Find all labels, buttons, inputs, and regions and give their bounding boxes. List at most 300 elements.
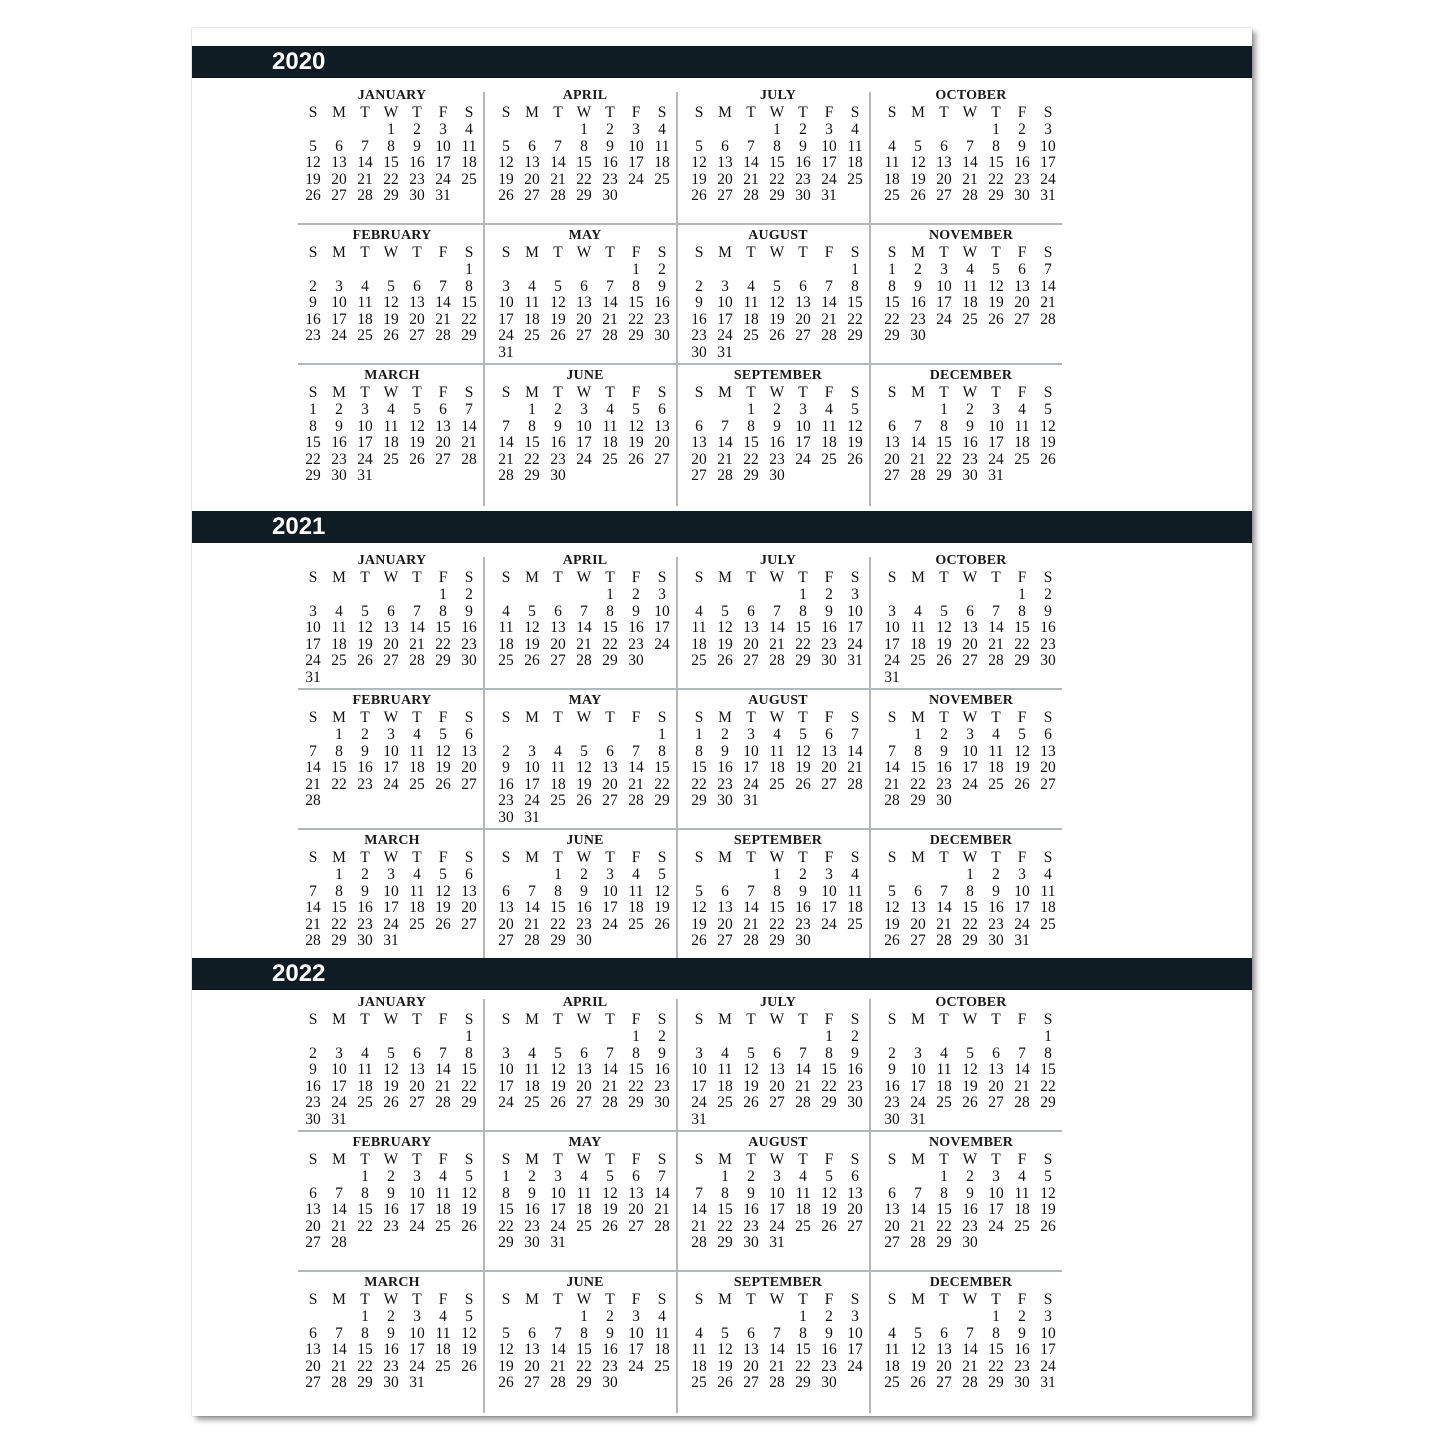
day-number: 18 [847, 154, 863, 172]
day-number: 22 [305, 450, 321, 468]
day-number: 6 [580, 1044, 588, 1062]
day-number: 15 [524, 434, 540, 452]
day-number: 8 [335, 882, 343, 900]
day-number: 23 [357, 775, 373, 793]
day-number: 4 [361, 1044, 369, 1062]
day-number: 21 [305, 775, 321, 793]
day-number: 8 [580, 1324, 588, 1342]
month-name: NOVEMBER [928, 1135, 1014, 1150]
day-number: 19 [628, 434, 644, 452]
day-number: 29 [847, 327, 863, 345]
day-number: 15 [1040, 1061, 1056, 1079]
day-number: 16 [409, 154, 425, 172]
day-number: 16 [847, 1061, 863, 1079]
weekday-label: T [412, 384, 422, 401]
day-number: 8 [309, 417, 317, 435]
day-number: 1 [502, 1168, 510, 1185]
day-number: 14 [576, 619, 592, 637]
day-number: 12 [576, 759, 592, 777]
day-number: 19 [769, 310, 785, 328]
day-number: 20 [1040, 759, 1056, 777]
day-number: 28 [331, 1374, 347, 1392]
day-number: 10 [628, 1324, 644, 1342]
weekday-label: T [360, 569, 370, 586]
weekday-label: W [576, 709, 592, 726]
month-name: SEPTEMBER [733, 833, 823, 848]
day-number: 19 [654, 899, 670, 917]
day-number: 17 [524, 775, 540, 793]
day-number: 8 [632, 1044, 640, 1062]
day-number: 7 [940, 882, 948, 900]
weekday-label: T [360, 1151, 370, 1168]
day-number: 19 [691, 170, 707, 188]
day-number: 4 [851, 866, 859, 883]
day-number: 9 [825, 1324, 833, 1342]
day-number: 6 [721, 882, 729, 900]
day-number: 3 [528, 742, 536, 760]
day-number: 13 [331, 154, 347, 172]
weekday-label: T [605, 1011, 615, 1028]
day-number: 15 [743, 434, 759, 452]
day-number: 19 [910, 1357, 926, 1375]
day-number: 10 [1040, 1324, 1056, 1342]
day-number: 22 [847, 310, 863, 328]
day-number: 22 [795, 635, 811, 653]
weekday-label: F [631, 244, 641, 261]
day-number: 30 [576, 932, 592, 950]
day-number: 15 [576, 1341, 592, 1359]
day-number: 30 [1014, 1374, 1030, 1392]
day-number: 6 [413, 277, 421, 295]
weekday-label: S [887, 1291, 897, 1308]
day-number: 2 [309, 277, 317, 295]
day-number: 8 [992, 1324, 1000, 1342]
day-number: 1 [940, 401, 948, 418]
weekday-label: T [553, 569, 563, 586]
day-number: 15 [795, 1341, 811, 1359]
day-number: 6 [940, 137, 948, 155]
weekday-label: S [1043, 1151, 1053, 1168]
day-number: 31 [769, 1234, 785, 1252]
day-number: 22 [717, 1217, 733, 1235]
day-number: 3 [888, 602, 896, 620]
row-divider [298, 223, 1062, 225]
day-number: 20 [524, 170, 540, 188]
day-number: 15 [691, 759, 707, 777]
day-number: 10 [383, 882, 399, 900]
weekday-label: M [525, 104, 539, 121]
day-number: 12 [962, 1061, 978, 1079]
day-number: 4 [606, 401, 614, 418]
day-number: 13 [769, 1061, 785, 1079]
month-october [877, 88, 1070, 222]
day-number: 12 [498, 154, 514, 172]
day-number: 7 [413, 602, 421, 620]
weekday-label: T [991, 1011, 1001, 1028]
weekday-label: S [850, 709, 860, 726]
day-number: 12 [795, 742, 811, 760]
month-name: MAY [568, 693, 602, 708]
weekday-label: W [576, 244, 592, 261]
year-bar-2022 [192, 958, 1252, 990]
day-number: 14 [602, 1061, 618, 1079]
day-number: 22 [331, 775, 347, 793]
row-divider [298, 1270, 1062, 1272]
day-number: 27 [602, 792, 618, 810]
day-number: 11 [524, 294, 540, 312]
day-number: 7 [747, 137, 755, 155]
day-number: 1 [825, 1028, 833, 1045]
day-number: 11 [795, 1184, 811, 1202]
day-number: 13 [795, 294, 811, 312]
day-number: 21 [550, 170, 566, 188]
day-number: 23 [988, 915, 1004, 933]
day-number: 15 [357, 1341, 373, 1359]
day-number: 8 [387, 137, 395, 155]
day-number: 27 [576, 1094, 592, 1112]
day-number: 29 [743, 467, 759, 485]
day-number: 21 [461, 434, 477, 452]
day-number: 15 [654, 759, 670, 777]
day-number: 24 [691, 1094, 707, 1112]
day-number: 21 [769, 635, 785, 653]
day-number: 26 [357, 652, 373, 670]
day-number: 2 [799, 121, 807, 138]
day-number: 2 [721, 726, 729, 743]
day-number: 23 [962, 1217, 978, 1235]
day-number: 4 [851, 121, 859, 138]
month-june [491, 833, 684, 967]
month-name: OCTOBER [935, 553, 1007, 568]
day-number: 3 [773, 1168, 781, 1185]
day-number: 5 [413, 401, 421, 418]
day-number: 16 [691, 310, 707, 328]
day-number: 22 [357, 1357, 373, 1375]
day-number: 12 [769, 294, 785, 312]
day-number: 22 [910, 775, 926, 793]
weekday-label: W [576, 1291, 592, 1308]
month-name: APRIL [562, 995, 608, 1010]
weekday-label: T [798, 569, 808, 586]
weekday-label: S [694, 1011, 704, 1028]
day-number: 25 [576, 1217, 592, 1235]
day-number: 13 [821, 742, 837, 760]
day-number: 14 [550, 154, 566, 172]
month-name: JANUARY [357, 553, 427, 568]
day-number: 1 [1018, 586, 1026, 603]
day-number: 21 [691, 1217, 707, 1235]
day-number: 26 [988, 310, 1004, 328]
day-number: 8 [335, 742, 343, 760]
day-number: 7 [632, 742, 640, 760]
day-number: 3 [799, 401, 807, 418]
weekday-label: T [746, 709, 756, 726]
day-number: 18 [743, 310, 759, 328]
day-number: 31 [691, 1111, 707, 1128]
weekday-label: T [939, 1291, 949, 1308]
day-number: 6 [413, 1044, 421, 1062]
weekday-label: S [887, 709, 897, 726]
day-number: 23 [821, 1357, 837, 1375]
weekday-label: S [464, 849, 474, 866]
day-number: 18 [1014, 1201, 1030, 1219]
day-number: 2 [387, 1168, 395, 1185]
day-number: 7 [966, 1324, 974, 1342]
day-number: 5 [721, 602, 729, 620]
day-number: 23 [305, 327, 321, 345]
day-number: 26 [498, 187, 514, 205]
day-number: 17 [847, 1341, 863, 1359]
day-number: 4 [966, 261, 974, 278]
day-number: 5 [1044, 401, 1052, 418]
day-number: 28 [435, 327, 451, 345]
day-number: 4 [658, 121, 666, 138]
day-number: 1 [387, 121, 395, 138]
day-number: 19 [884, 915, 900, 933]
day-number: 31 [821, 187, 837, 205]
day-number: 5 [387, 1044, 395, 1062]
day-number: 11 [550, 759, 566, 777]
day-number: 28 [357, 187, 373, 205]
day-number: 18 [691, 1357, 707, 1375]
month-name: MARCH [364, 1275, 420, 1290]
day-number: 21 [409, 635, 425, 653]
month-name: DECEMBER [929, 368, 1013, 383]
day-number: 14 [1014, 1061, 1030, 1079]
day-number: 5 [940, 602, 948, 620]
weekday-label: S [694, 244, 704, 261]
day-number: 19 [743, 1077, 759, 1095]
day-number: 10 [1014, 882, 1030, 900]
day-number: 18 [1040, 899, 1056, 917]
weekday-label: T [412, 1011, 422, 1028]
day-number: 25 [331, 652, 347, 670]
weekday-label: W [383, 1011, 399, 1028]
weekday-label: W [962, 1291, 978, 1308]
day-number: 18 [331, 635, 347, 653]
month-name: JANUARY [357, 88, 427, 103]
day-number: 3 [387, 866, 395, 883]
day-number: 10 [717, 294, 733, 312]
day-number: 4 [1044, 866, 1052, 883]
day-number: 27 [524, 187, 540, 205]
day-number: 5 [580, 742, 588, 760]
day-number: 24 [383, 775, 399, 793]
weekday-label: M [332, 1291, 346, 1308]
weekday-label: F [1017, 849, 1027, 866]
weekday-label: T [412, 849, 422, 866]
day-number: 26 [743, 1094, 759, 1112]
day-number: 2 [387, 1308, 395, 1325]
day-number: 16 [331, 434, 347, 452]
day-number: 10 [331, 1061, 347, 1079]
weekday-label: T [991, 384, 1001, 401]
weekday-label: W [769, 1291, 785, 1308]
day-number: 22 [884, 310, 900, 328]
weekday-label: S [464, 569, 474, 586]
day-number: 16 [654, 294, 670, 312]
day-number: 3 [413, 1168, 421, 1185]
day-number: 11 [383, 417, 399, 435]
weekday-label: M [332, 244, 346, 261]
day-number: 28 [654, 1217, 670, 1235]
day-number: 17 [357, 434, 373, 452]
day-number: 21 [435, 310, 451, 328]
weekday-label: T [605, 569, 615, 586]
day-number: 26 [717, 652, 733, 670]
day-number: 4 [914, 602, 922, 620]
day-number: 19 [988, 294, 1004, 312]
day-number: 10 [383, 742, 399, 760]
day-number: 13 [910, 899, 926, 917]
day-number: 20 [498, 915, 514, 933]
day-number: 5 [528, 602, 536, 620]
day-number: 21 [717, 450, 733, 468]
day-number: 25 [435, 1217, 451, 1235]
day-number: 5 [799, 726, 807, 743]
day-number: 6 [888, 417, 896, 435]
day-number: 5 [387, 277, 395, 295]
day-number: 30 [498, 809, 514, 826]
day-number: 12 [1014, 742, 1030, 760]
weekday-label: F [438, 244, 448, 261]
day-number: 24 [576, 450, 592, 468]
day-number: 28 [550, 187, 566, 205]
day-number: 22 [357, 1217, 373, 1235]
day-number: 26 [435, 915, 451, 933]
month-june [491, 368, 684, 502]
day-number: 19 [498, 170, 514, 188]
day-number: 4 [465, 121, 473, 138]
day-number: 13 [524, 154, 540, 172]
day-number: 29 [576, 187, 592, 205]
day-number: 10 [795, 417, 811, 435]
day-number: 7 [914, 1184, 922, 1202]
day-number: 31 [1040, 187, 1056, 205]
day-number: 23 [936, 775, 952, 793]
weekday-label: M [911, 849, 925, 866]
day-number: 17 [795, 434, 811, 452]
day-number: 10 [936, 277, 952, 295]
weekday-label: F [1017, 244, 1027, 261]
weekday-label: S [1043, 384, 1053, 401]
day-number: 13 [717, 154, 733, 172]
day-number: 28 [602, 1094, 618, 1112]
day-number: 7 [1044, 261, 1052, 278]
day-number: 1 [632, 1028, 640, 1045]
day-number: 9 [799, 882, 807, 900]
day-number: 2 [502, 742, 510, 760]
day-number: 23 [461, 635, 477, 653]
day-number: 11 [847, 882, 863, 900]
weekday-label: F [824, 849, 834, 866]
day-number: 11 [602, 417, 618, 435]
weekday-label: W [962, 104, 978, 121]
day-number: 20 [847, 1201, 863, 1219]
day-number: 5 [439, 866, 447, 883]
day-number: 14 [691, 1201, 707, 1219]
weekday-label: T [798, 709, 808, 726]
month-january [298, 88, 491, 222]
day-number: 2 [747, 1168, 755, 1185]
day-number: 8 [695, 742, 703, 760]
day-number: 30 [409, 187, 425, 205]
day-number: 26 [383, 327, 399, 345]
day-number: 29 [305, 467, 321, 485]
day-number: 24 [1040, 1357, 1056, 1375]
day-number: 12 [602, 1184, 618, 1202]
weekday-label: F [1017, 384, 1027, 401]
day-number: 1 [1044, 1028, 1052, 1045]
weekday-label: F [438, 849, 448, 866]
day-number: 20 [628, 1201, 644, 1219]
day-number: 10 [409, 1184, 425, 1202]
day-number: 1 [695, 726, 703, 743]
day-number: 22 [461, 1077, 477, 1095]
weekday-label: F [438, 1151, 448, 1168]
day-number: 30 [305, 1111, 321, 1128]
day-number: 9 [335, 417, 343, 435]
day-number: 24 [524, 792, 540, 810]
weekday-label: T [553, 384, 563, 401]
day-number: 3 [851, 1308, 859, 1325]
day-number: 25 [1014, 450, 1030, 468]
day-number: 9 [966, 417, 974, 435]
month-january [298, 553, 491, 687]
weekday-label: T [605, 1151, 615, 1168]
weekday-label: S [501, 1291, 511, 1308]
day-number: 17 [988, 434, 1004, 452]
day-number: 17 [576, 434, 592, 452]
day-number: 17 [847, 619, 863, 637]
day-number: 23 [884, 1094, 900, 1112]
weekday-label: S [308, 384, 318, 401]
day-number: 30 [847, 1094, 863, 1112]
weekday-label: T [605, 104, 615, 121]
weekday-label: F [631, 1291, 641, 1308]
month-march [298, 1275, 491, 1409]
weekday-label: T [746, 1291, 756, 1308]
day-number: 29 [576, 1374, 592, 1392]
day-number: 22 [988, 1357, 1004, 1375]
day-number: 31 [409, 1374, 425, 1392]
day-number: 27 [691, 467, 707, 485]
day-number: 16 [524, 1201, 540, 1219]
day-number: 27 [988, 1094, 1004, 1112]
day-number: 14 [435, 1061, 451, 1079]
day-number: 1 [361, 1308, 369, 1325]
weekday-label: T [746, 849, 756, 866]
day-number: 7 [914, 417, 922, 435]
day-number: 29 [717, 1234, 733, 1252]
weekday-label: T [939, 709, 949, 726]
day-number: 6 [309, 1324, 317, 1342]
day-number: 13 [936, 1341, 952, 1359]
day-number: 23 [383, 1357, 399, 1375]
day-number: 1 [940, 1168, 948, 1185]
day-number: 26 [795, 775, 811, 793]
day-number: 15 [936, 434, 952, 452]
day-number: 4 [335, 602, 343, 620]
day-number: 3 [658, 586, 666, 603]
day-number: 27 [409, 327, 425, 345]
day-number: 12 [409, 417, 425, 435]
day-number: 18 [409, 759, 425, 777]
day-number: 3 [914, 1044, 922, 1062]
day-number: 12 [524, 619, 540, 637]
day-number: 30 [795, 932, 811, 950]
day-number: 15 [435, 619, 451, 637]
